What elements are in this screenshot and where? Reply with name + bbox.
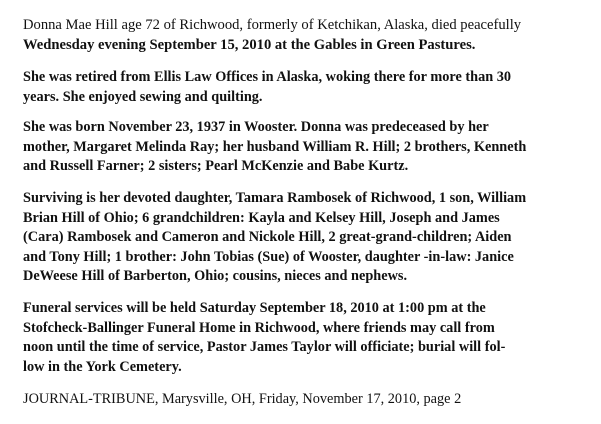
text-line: Brian Hill of Ohio; 6 grandchildren: Kayla and Kelsey Hill, Joseph and James	[23, 209, 500, 226]
text-line: Stofcheck-Ballinger Funeral Home in Richwood, where friends may call from	[23, 319, 495, 336]
text-line: Donna Mae Hill age 72 of Richwood, formerly of Ketchikan, Alaska, died peacefully	[23, 17, 522, 33]
obituary-paragraph-services	[23, 299, 583, 377]
text-line: and Tony Hill; 1 brother: John Tobias (Sue) of Wooster, daughter -in-law: Janice	[23, 248, 514, 265]
text-line: (Cara) Rambosek and Cameron and Nickole Hill, 2 great-grand-children; Aiden	[23, 229, 512, 245]
text-line: and Russell Farner; 2 sisters; Pearl McKenzie and Babe Kurtz.	[23, 158, 409, 174]
text-line: mother, Margaret Melinda Ray; her husband William R. Hill; 2 brothers, Kenneth	[23, 138, 527, 155]
text-line: Funeral services will be held Saturday September 18, 2010 at 1:00 pm at the	[23, 300, 486, 316]
source-citation: JOURNAL-TRIBUNE, Marysville, OH, Friday, November 17, 2010, page 2	[23, 391, 462, 407]
obituary-paragraph-family-history	[23, 118, 583, 177]
obituary-paragraph-survivors	[23, 189, 583, 287]
text-line: She was born November 23, 1937 in Wooster. Donna was predeceased by her	[23, 119, 489, 135]
text-line: low in the York Cemetery.	[23, 358, 182, 375]
obituary-paragraph-intro	[23, 16, 583, 55]
text-line: Surviving is her devoted daughter, Tamara Rambosek of Richwood, 1 son, William	[23, 190, 527, 206]
text-line: She was retired from Ellis Law Offices in Alaska, woking there for more than 30	[23, 69, 512, 85]
obituary-paragraph-career	[23, 68, 583, 107]
text-line: DeWeese Hill of Barberton, Ohio; cousins, nieces and nephews.	[23, 268, 408, 284]
text-line: years. She enjoyed sewing and quilting.	[23, 88, 263, 105]
text-line: Wednesday evening September 15, 2010 at the Gables in Green Pastures.	[23, 36, 476, 53]
text-line: noon until the time of service, Pastor James Taylor will officiate; burial will fol-	[23, 339, 506, 355]
